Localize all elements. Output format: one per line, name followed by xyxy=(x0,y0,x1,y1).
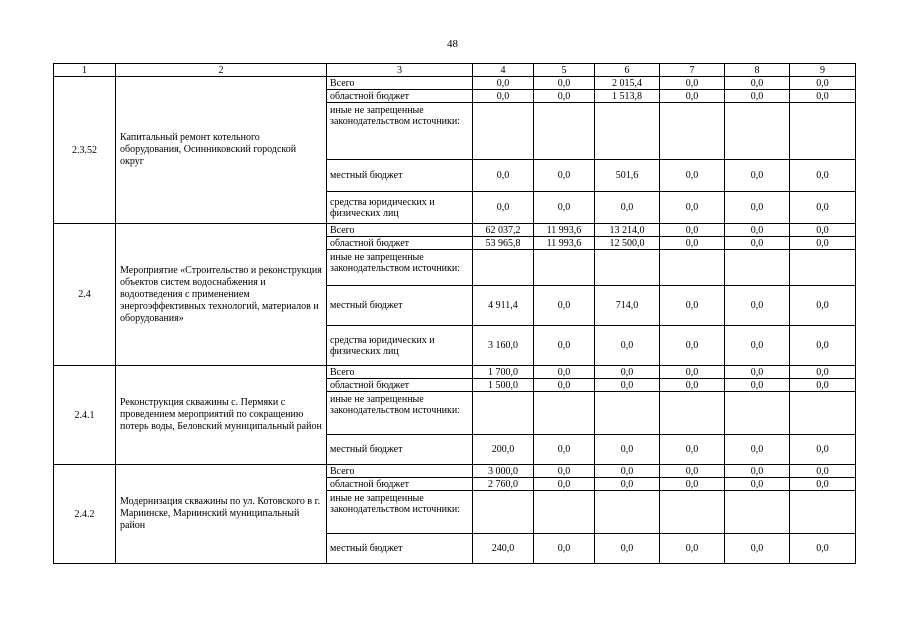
amount-cell: 0,0 xyxy=(725,286,790,326)
amount-cell xyxy=(534,250,595,286)
amount-cell xyxy=(660,250,725,286)
amount-cell: 0,0 xyxy=(534,192,595,224)
amount-cell: 1 500,0 xyxy=(473,379,534,392)
amount-cell: 0,0 xyxy=(790,90,856,103)
amount-cell: 0,0 xyxy=(790,77,856,90)
amount-cell: 0,0 xyxy=(790,435,856,465)
amount-cell: 0,0 xyxy=(473,192,534,224)
amount-cell: 0,0 xyxy=(473,160,534,192)
item-name: Мероприятие «Строительство и реконструкция объектов систем водоснабжения и водоотведения с применением энергоэффективных технологий, материалов и оборудования» xyxy=(116,224,327,366)
amount-cell xyxy=(725,491,790,534)
funding-source: областной бюджет xyxy=(327,379,473,392)
item-name: Капитальный ремонт котельного оборудования, Осинниковский городской округ xyxy=(116,77,327,224)
amount-cell xyxy=(790,250,856,286)
amount-cell: 4 911,4 xyxy=(473,286,534,326)
amount-cell: 0,0 xyxy=(725,77,790,90)
amount-cell xyxy=(534,103,595,160)
funding-table xyxy=(53,63,856,564)
amount-cell: 0,0 xyxy=(790,534,856,564)
column-header: 6 xyxy=(595,64,660,77)
amount-cell xyxy=(473,103,534,160)
amount-cell: 0,0 xyxy=(595,366,660,379)
table-row xyxy=(54,465,856,478)
amount-cell: 0,0 xyxy=(660,465,725,478)
amount-cell xyxy=(595,250,660,286)
page-number: 48 xyxy=(447,38,458,50)
amount-cell: 0,0 xyxy=(660,534,725,564)
amount-cell: 1 513,8 xyxy=(595,90,660,103)
amount-cell: 0,0 xyxy=(790,237,856,250)
amount-cell: 0,0 xyxy=(660,326,725,366)
amount-cell xyxy=(473,392,534,435)
amount-cell xyxy=(534,392,595,435)
amount-cell: 0,0 xyxy=(790,379,856,392)
amount-cell: 0,0 xyxy=(725,90,790,103)
item-code: 2.4.2 xyxy=(54,465,116,564)
amount-cell: 0,0 xyxy=(660,286,725,326)
funding-source: областной бюджет xyxy=(327,90,473,103)
funding-source: местный бюджет xyxy=(327,286,473,326)
amount-cell: 0,0 xyxy=(595,465,660,478)
amount-cell: 62 037,2 xyxy=(473,224,534,237)
amount-cell: 11 993,6 xyxy=(534,237,595,250)
funding-source: областной бюджет xyxy=(327,237,473,250)
column-header: 7 xyxy=(660,64,725,77)
funding-source: иные не запрещенные законодательством источники: xyxy=(327,491,473,534)
amount-cell: 0,0 xyxy=(595,435,660,465)
amount-cell: 240,0 xyxy=(473,534,534,564)
funding-source: местный бюджет xyxy=(327,435,473,465)
amount-cell: 0,0 xyxy=(660,435,725,465)
amount-cell: 0,0 xyxy=(790,465,856,478)
funding-source: Всего xyxy=(327,366,473,379)
amount-cell: 0,0 xyxy=(534,160,595,192)
amount-cell xyxy=(473,491,534,534)
amount-cell: 200,0 xyxy=(473,435,534,465)
amount-cell xyxy=(725,103,790,160)
amount-cell: 0,0 xyxy=(725,192,790,224)
amount-cell: 1 700,0 xyxy=(473,366,534,379)
column-header: 5 xyxy=(534,64,595,77)
column-header: 2 xyxy=(116,64,327,77)
column-header: 8 xyxy=(725,64,790,77)
amount-cell: 0,0 xyxy=(534,379,595,392)
table-row xyxy=(54,77,856,90)
amount-cell: 2 015,4 xyxy=(595,77,660,90)
amount-cell: 13 214,0 xyxy=(595,224,660,237)
amount-cell: 0,0 xyxy=(534,478,595,491)
amount-cell: 501,6 xyxy=(595,160,660,192)
amount-cell: 0,0 xyxy=(660,224,725,237)
item-code: 2.4.1 xyxy=(54,366,116,465)
item-name: Реконструкция скважины с. Пермяки с проведением мероприятий по сокращению потерь воды, Беловский муниципальный район xyxy=(116,366,327,465)
item-name: Модернизация скважины по ул. Котовского в г. Мариинске, Мариинский муниципальный район xyxy=(116,465,327,564)
amount-cell: 714,0 xyxy=(595,286,660,326)
amount-cell xyxy=(790,392,856,435)
amount-cell: 0,0 xyxy=(725,465,790,478)
amount-cell: 0,0 xyxy=(660,90,725,103)
amount-cell: 0,0 xyxy=(725,534,790,564)
amount-cell: 0,0 xyxy=(725,237,790,250)
amount-cell xyxy=(534,491,595,534)
table-row xyxy=(54,224,856,237)
amount-cell: 0,0 xyxy=(660,379,725,392)
amount-cell: 0,0 xyxy=(534,286,595,326)
column-header: 9 xyxy=(790,64,856,77)
amount-cell xyxy=(725,250,790,286)
item-code: 2.3.52 xyxy=(54,77,116,224)
column-header: 1 xyxy=(54,64,116,77)
funding-source: иные не запрещенные законодательством источники: xyxy=(327,392,473,435)
amount-cell: 0,0 xyxy=(660,77,725,90)
funding-source: Всего xyxy=(327,224,473,237)
amount-cell: 0,0 xyxy=(725,326,790,366)
amount-cell: 0,0 xyxy=(790,192,856,224)
funding-source: Всего xyxy=(327,465,473,478)
amount-cell: 0,0 xyxy=(725,224,790,237)
amount-cell: 0,0 xyxy=(595,326,660,366)
amount-cell: 0,0 xyxy=(473,77,534,90)
amount-cell: 0,0 xyxy=(534,435,595,465)
funding-source: средства юридических и физических лиц xyxy=(327,192,473,224)
amount-cell: 0,0 xyxy=(534,326,595,366)
amount-cell xyxy=(725,392,790,435)
amount-cell xyxy=(595,103,660,160)
amount-cell: 0,0 xyxy=(534,534,595,564)
amount-cell: 0,0 xyxy=(595,379,660,392)
amount-cell: 0,0 xyxy=(660,478,725,491)
amount-cell xyxy=(660,392,725,435)
amount-cell: 3 000,0 xyxy=(473,465,534,478)
amount-cell xyxy=(660,491,725,534)
amount-cell: 0,0 xyxy=(725,379,790,392)
amount-cell: 0,0 xyxy=(790,286,856,326)
amount-cell: 0,0 xyxy=(790,366,856,379)
amount-cell xyxy=(595,392,660,435)
funding-source: иные не запрещенные законодательством источники: xyxy=(327,103,473,160)
amount-cell: 0,0 xyxy=(534,77,595,90)
amount-cell: 0,0 xyxy=(790,478,856,491)
amount-cell: 0,0 xyxy=(725,478,790,491)
amount-cell xyxy=(660,103,725,160)
amount-cell: 0,0 xyxy=(595,478,660,491)
funding-source: местный бюджет xyxy=(327,534,473,564)
amount-cell: 0,0 xyxy=(473,90,534,103)
amount-cell: 0,0 xyxy=(534,90,595,103)
amount-cell: 3 160,0 xyxy=(473,326,534,366)
amount-cell xyxy=(595,491,660,534)
amount-cell: 0,0 xyxy=(790,160,856,192)
amount-cell: 0,0 xyxy=(660,192,725,224)
amount-cell: 0,0 xyxy=(534,366,595,379)
column-header: 4 xyxy=(473,64,534,77)
table-row xyxy=(54,366,856,379)
amount-cell: 0,0 xyxy=(534,465,595,478)
amount-cell: 0,0 xyxy=(725,366,790,379)
funding-source: иные не запрещенные законодательством источники: xyxy=(327,250,473,286)
header-row xyxy=(54,64,856,77)
amount-cell: 0,0 xyxy=(725,435,790,465)
amount-cell: 12 500,0 xyxy=(595,237,660,250)
funding-source: Всего xyxy=(327,77,473,90)
amount-cell: 2 760,0 xyxy=(473,478,534,491)
amount-cell: 0,0 xyxy=(725,160,790,192)
funding-source: средства юридических и физических лиц xyxy=(327,326,473,366)
amount-cell: 11 993,6 xyxy=(534,224,595,237)
amount-cell: 0,0 xyxy=(790,326,856,366)
amount-cell: 0,0 xyxy=(595,534,660,564)
amount-cell: 0,0 xyxy=(790,224,856,237)
funding-source: местный бюджет xyxy=(327,160,473,192)
column-header: 3 xyxy=(327,64,473,77)
amount-cell xyxy=(790,103,856,160)
amount-cell: 53 965,8 xyxy=(473,237,534,250)
item-code: 2.4 xyxy=(54,224,116,366)
amount-cell xyxy=(473,250,534,286)
amount-cell: 0,0 xyxy=(660,160,725,192)
amount-cell: 0,0 xyxy=(660,366,725,379)
amount-cell xyxy=(790,491,856,534)
amount-cell: 0,0 xyxy=(660,237,725,250)
funding-source: областной бюджет xyxy=(327,478,473,491)
amount-cell: 0,0 xyxy=(595,192,660,224)
